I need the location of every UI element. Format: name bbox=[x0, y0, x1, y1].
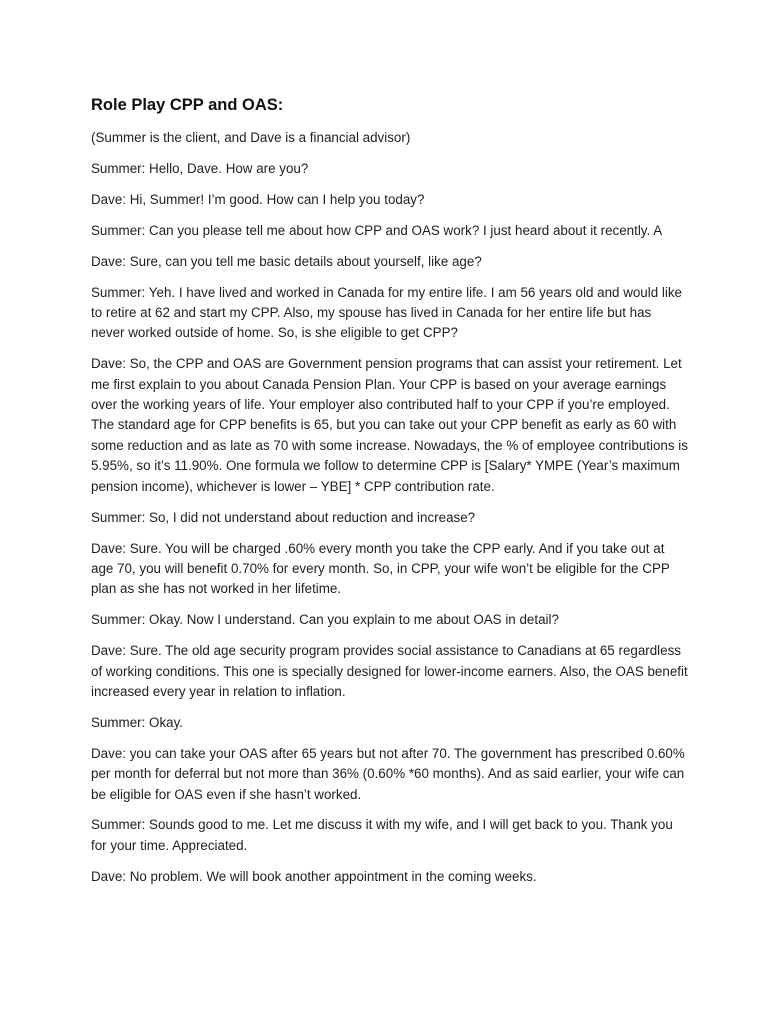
dialogue-line: Dave: Sure, can you tell me basic details about yourself, like age? bbox=[91, 253, 482, 269]
dialogue-line: Dave: you can take your OAS after 65 years but not after 70. The government has prescribed 0.60% per month for deferral but not more than 36% (0.60% *60 months). And as said earlier, your wife can be eligible for OAS even if she hasn’t worked. bbox=[91, 745, 685, 802]
dialogue-line: Summer: So, I did not understand about reduction and increase? bbox=[91, 509, 476, 525]
dialogue-line: Summer: Yeh. I have lived and worked in Canada for my entire life. I am 56 years old and would like to retire at 62 and start my CPP. Also, my spouse has lived in Canada for her entire life but has never worked outside of home. So, is she eligible to get CPP? bbox=[91, 284, 682, 341]
dialogue-line: Summer: Okay. bbox=[91, 714, 184, 730]
dialogue-line: Summer: Can you please tell me about how CPP and OAS work? I just heard about it recently. A bbox=[91, 222, 663, 238]
dialogue-line: Dave: Sure. You will be charged .60% every month you take the CPP early. And if you take out at age 70, you will benefit 0.70% for every month. So, in CPP, your wife won’t be eligible for the CPP plan as she has not worked in her lifetime. bbox=[91, 540, 670, 597]
dialogue-line: Dave: So, the CPP and OAS are Government pension programs that can assist your retirement. Let me first explain to you about Canada Pension Plan. Your CPP is based on your average earnings over the working years of life. Your employer also contributed half to your CPP if you’re employed. The standard age for CPP benefits is 65, but you can take out your CPP benefit as early as 60 with some reduction and as late as 70 with some increase. Nowadays, the % of employee contributions is 5.95%, so it’s 11.90%. One formula we follow to determine CPP is [Salary* YMPE (Year’s maximum pension income), whichever is lower – YBE] * CPP contribution rate. bbox=[91, 356, 688, 494]
dialogue-line: Dave: Hi, Summer! I’m good. How can I help you today? bbox=[91, 191, 425, 207]
dialogue-line: Dave: No problem. We will book another appointment in the coming weeks. bbox=[91, 868, 537, 884]
dialogue-line: Dave: Sure. The old age security program provides social assistance to Canadians at 65 regardless of working conditions. This one is specially designed for lower-income earners. Also, the OAS benefit increased every year in relation to inflation. bbox=[91, 643, 688, 699]
dialogue-line: Summer: Okay. Now I understand. Can you explain to me about OAS in detail? bbox=[91, 612, 559, 628]
dialogue-line: Summer: Sounds good to me. Let me discuss it with my wife, and I will get back to you. Thank you for your time. Appreciated. bbox=[91, 817, 673, 853]
dialogue-line: Summer: Hello, Dave. How are you? bbox=[91, 160, 309, 176]
paragraph-intro: (Summer is the client, and Dave is a financial advisor) bbox=[91, 130, 411, 145]
document-title: Role Play CPP and OAS: bbox=[91, 96, 284, 114]
